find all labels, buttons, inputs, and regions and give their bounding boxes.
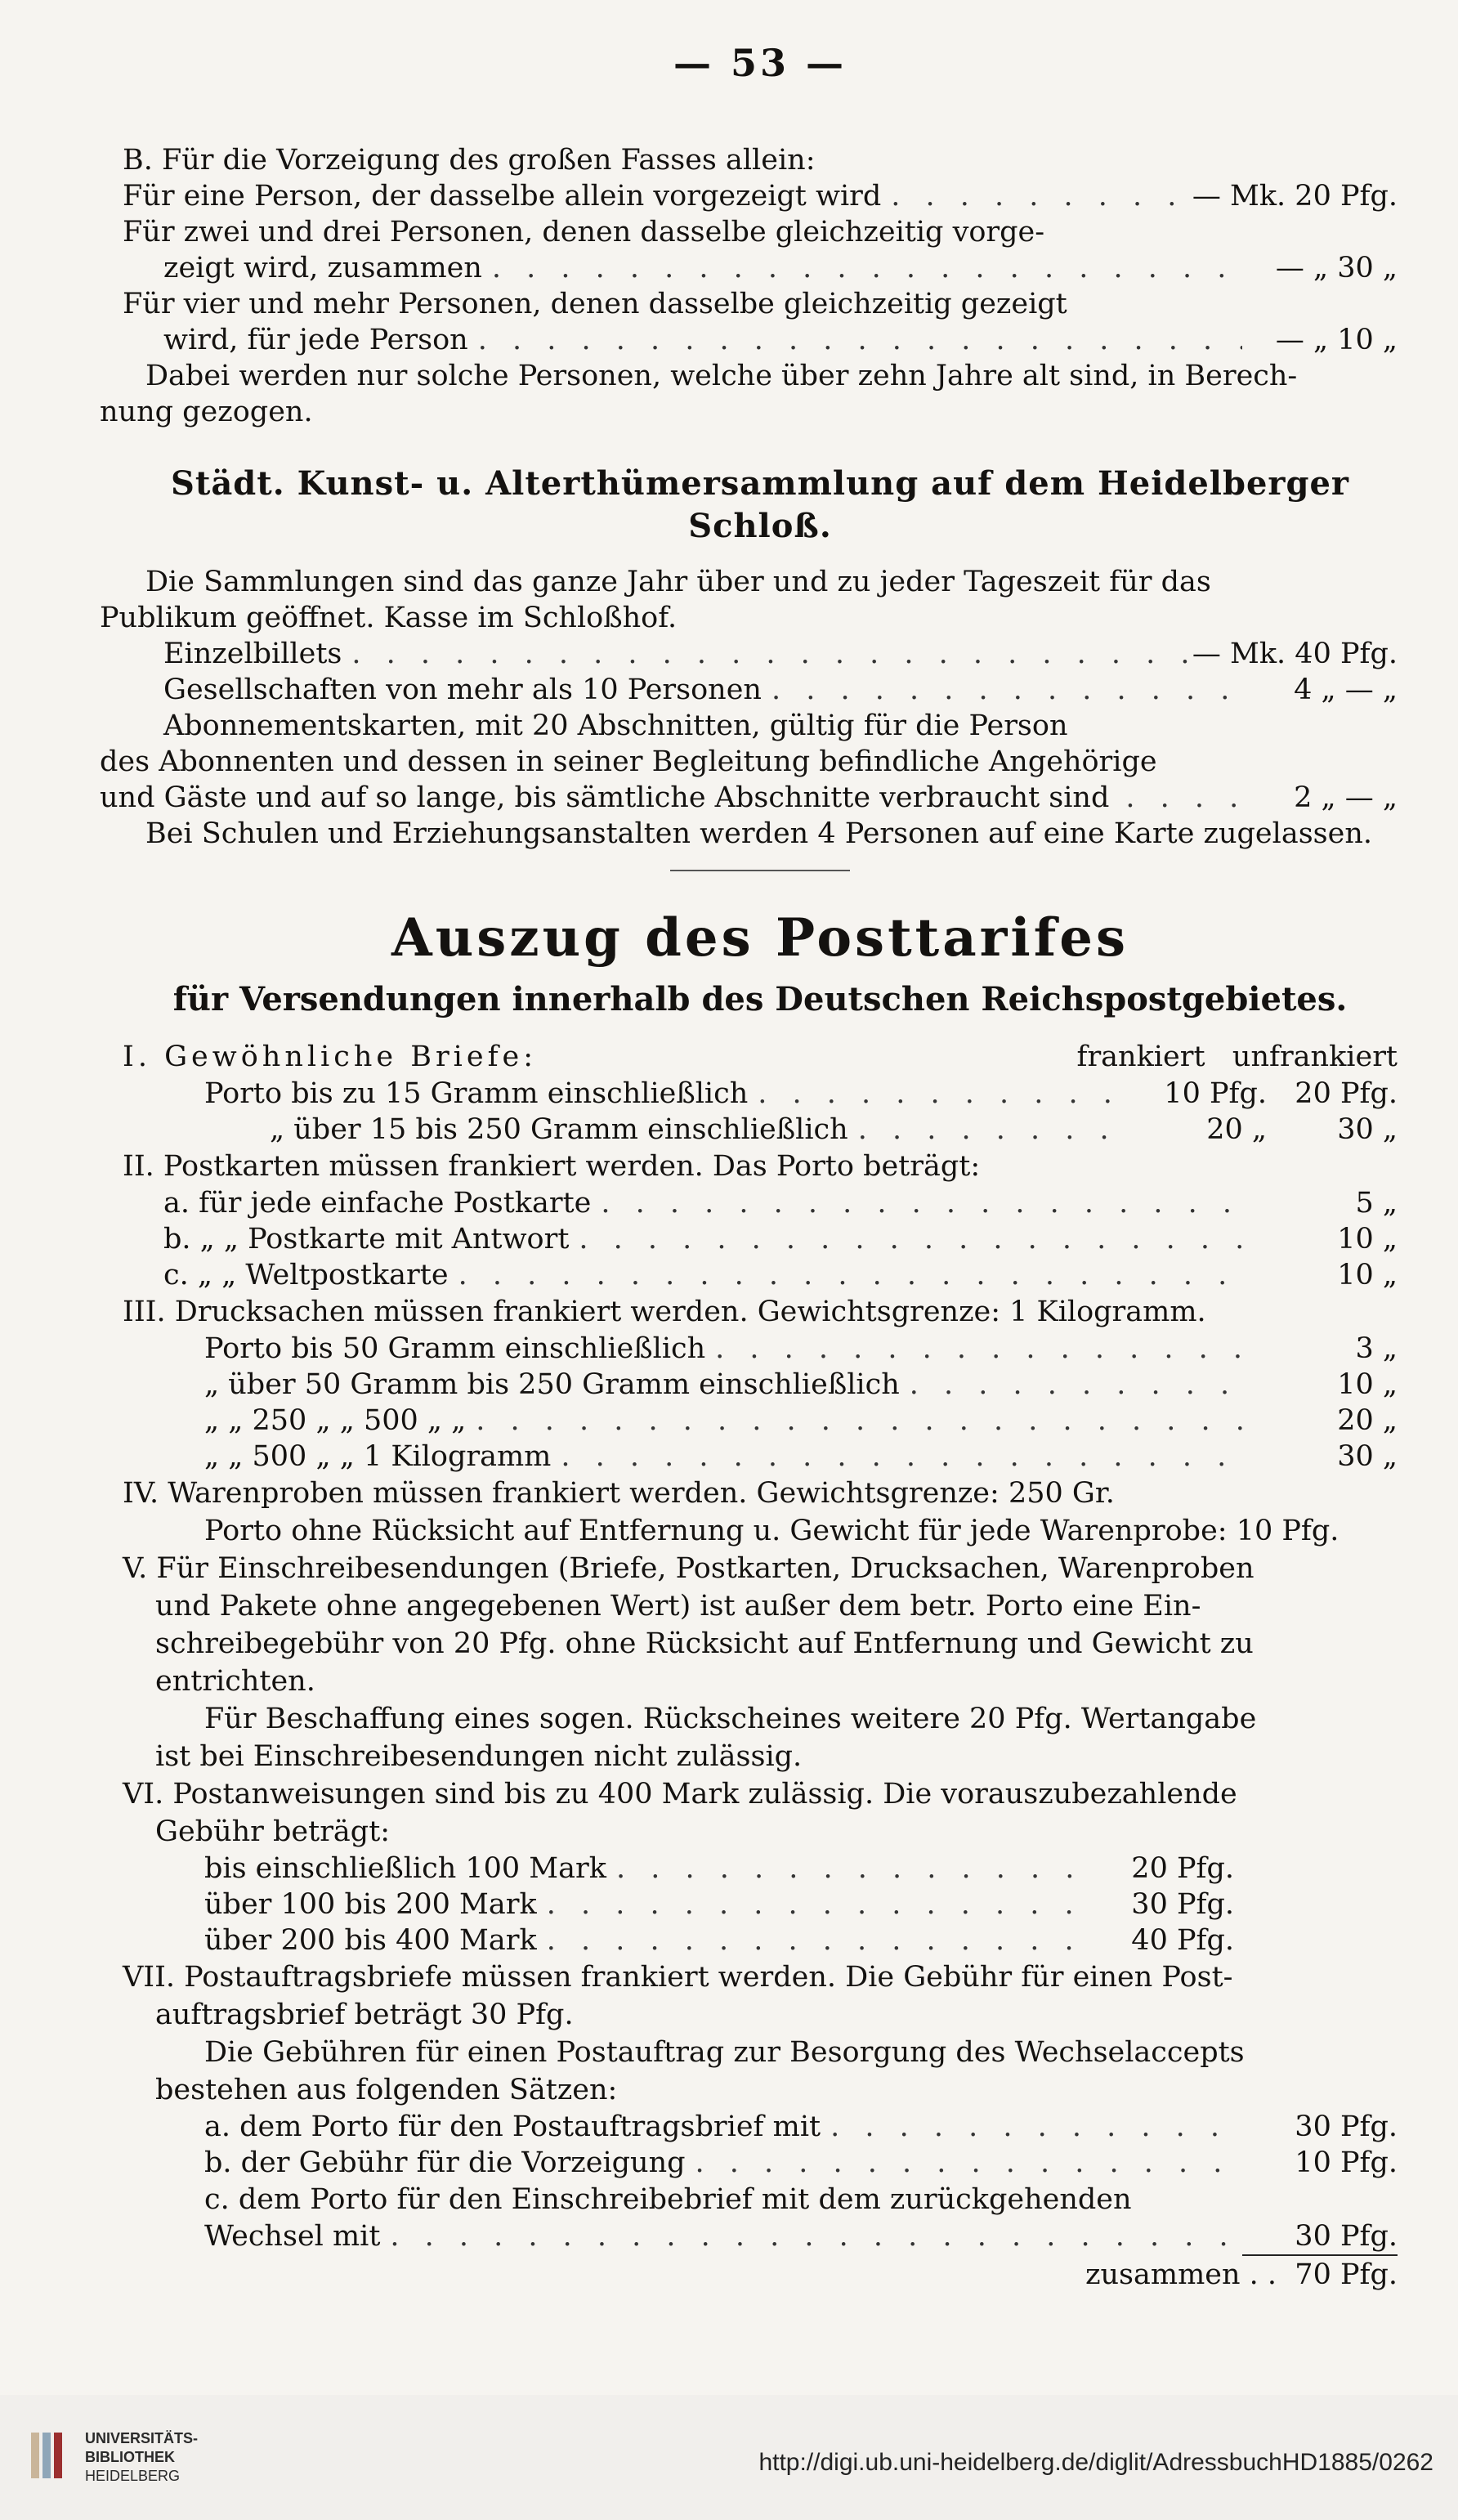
tariff-row: „ „ 250 „ „ 500 „ „ . . . 20 „ xyxy=(123,1403,1398,1439)
section-5-text: entrichten. xyxy=(155,1665,315,1698)
tariff-row: b. „ „ Postkarte mit Antwort . . . 10 „ xyxy=(123,1221,1398,1257)
library-logo-text: UNIVERSITÄTS- BIBLIOTHEK HEIDELBERG xyxy=(85,2430,199,2484)
footer-bar xyxy=(0,2395,1458,2520)
tariff-row: „ über 50 Gramm bis 250 Gramm einschließlich . . . 10 „ xyxy=(123,1367,1398,1403)
section-5-text: Für Beschaffung eines sogen. Rückscheines weitere 20 Pfg. Wertangabe xyxy=(204,1703,1257,1735)
page-number: — 53 — xyxy=(673,41,848,85)
source-url-link[interactable]: http://digi.ub.uni-heidelberg.de/diglit/AdressbuchHD1885/0262 xyxy=(758,2449,1433,2476)
tariff-row: bis einschließlich 100 Mark . . . 20 Pfg. xyxy=(123,1851,1398,1887)
section-7-text: VII. Postauftragsbriefe müssen frankiert werden. Die Gebühr für einen Post- xyxy=(123,1961,1233,1994)
section-6-text: VI. Postanweisungen sind bis zu 400 Mark zulässig. Die vorauszubezahlende xyxy=(123,1778,1237,1811)
divider xyxy=(670,870,850,871)
museum-heading: Städt. Kunst- u. Alterthümersammlung auf dem Heidelberger Schloß. xyxy=(171,464,1349,545)
abo-text: des Abonnenten und dessen in seiner Begleitung befindliche Angehörige xyxy=(100,745,1157,778)
page-content xyxy=(100,33,1398,2294)
section-5-text: und Pakete ohne angegebenen Wert) ist außer dem betr. Porto eine Ein- xyxy=(155,1590,1201,1623)
tariff-row: a. dem Porto für den Postauftragsbrief mit . . . 30 Pfg. xyxy=(123,2109,1398,2145)
museum-intro: Die Sammlungen sind das ganze Jahr über und zu jeder Tageszeit für das xyxy=(145,566,1211,598)
tariff-row: Wechsel mit . . . 30 Pfg. xyxy=(123,2218,1398,2256)
block-b-heading: B. Für die Vorzeigung des großen Fasses allein: xyxy=(123,144,816,177)
block-b-note: Dabei werden nur solche Personen, welche über zehn Jahre alt sind, in Berech- xyxy=(145,360,1298,392)
section-4-line: Porto ohne Rücksicht auf Entfernung u. Gewicht für jede Warenprobe: 10 Pfg. xyxy=(204,1515,1339,1547)
tariff-row: über 100 bis 200 Mark . . . 30 Pfg. xyxy=(123,1887,1398,1922)
section-7-text: c. dem Porto für den Einschreibebrief mit dem zurückgehenden xyxy=(204,2183,1132,2216)
tariff-title: Auszug des Posttarifes xyxy=(391,907,1129,969)
block-b xyxy=(100,142,1398,430)
section-5-text: ist bei Einschreibesendungen nicht zulässig. xyxy=(155,1740,803,1773)
section-2-header: II. Postkarten müssen frankiert werden. Das Porto beträgt: xyxy=(123,1150,981,1183)
tariff-row: Porto bis 50 Gramm einschließlich . . . 3 „ xyxy=(123,1331,1398,1367)
abo-text: Abonnementskarten, mit 20 Abschnitten, gültig für die Person xyxy=(163,709,1068,742)
total-row: zusammen . . 70 Pfg. xyxy=(1085,2258,1398,2291)
tariff-row: c. „ „ Weltpostkarte . . . 10 „ xyxy=(123,1257,1398,1293)
fee-row: Für vier und mehr Personen, denen dasselbe gleichzeitig gezeigt xyxy=(123,288,1067,320)
fee-row: Für eine Person, der dasselbe allein vorgezeigt wird . . . — Mk. 20 Pfg. xyxy=(123,178,1398,214)
schools-note: Bei Schulen und Erziehungsanstalten werden 4 Personen auf eine Karte zugelassen. xyxy=(145,817,1373,850)
section-5-text: V. Für Einschreibesendungen (Briefe, Postkarten, Drucksachen, Warenproben xyxy=(123,1552,1255,1585)
tariff-row: Porto bis zu 15 Gramm einschließlich . . . 10 Pfg. 20 Pfg. xyxy=(123,1076,1398,1112)
section-4-header: IV. Warenproben müssen frankiert werden. Gewichtsgrenze: 250 Gr. xyxy=(123,1477,1115,1510)
tariff-row: „ „ 500 „ „ 1 Kilogramm . . . 30 „ xyxy=(123,1439,1398,1475)
section-7-text: Die Gebühren für einen Postauftrag zur Besorgung des Wechselaccepts xyxy=(204,2036,1245,2069)
price-row-single: Einzelbillets . . . — Mk. 40 Pfg. xyxy=(123,636,1398,672)
section-5-text: schreibegebühr von 20 Pfg. ohne Rücksicht auf Entfernung und Gewicht zu xyxy=(155,1627,1254,1660)
museum-intro-cont: Publikum geöffnet. Kasse im Schloßhof. xyxy=(100,602,678,634)
fee-row: Für zwei und drei Personen, denen dasselbe gleichzeitig vorge- xyxy=(123,216,1045,248)
tariff-subtitle: für Versendungen innerhalb des Deutschen Reichspostgebietes. xyxy=(172,980,1348,1018)
library-logo-icon xyxy=(25,2428,74,2485)
tariff-row: über 200 bis 400 Mark . . . 40 Pfg. xyxy=(123,1922,1398,1958)
price-row-groups: Gesellschaften von mehr als 10 Personen . . . 4 „ — „ xyxy=(123,672,1398,708)
tariff-row: b. der Gebühr für die Vorzeigung . . . 10 Pfg. xyxy=(123,2145,1398,2181)
fee-row: zeigt wird, zusammen . . . — „ 30 „ xyxy=(123,250,1398,286)
tariff-row: a. für jede einfache Postkarte . . . 5 „ xyxy=(123,1185,1398,1221)
section-1-header: I. Gewöhnliche Briefe: frankiert unfrankiert xyxy=(123,1041,1398,1073)
fee-row: wird, für jede Person . . . — „ 10 „ xyxy=(123,322,1398,358)
section-6-text: Gebühr beträgt: xyxy=(155,1815,391,1848)
tariff-row: „ über 15 bis 250 Gramm einschließlich . . . 20 „ 30 „ xyxy=(123,1112,1398,1148)
section-7-text: auftragsbrief beträgt 30 Pfg. xyxy=(155,1999,574,2031)
abo-price-row: und Gäste und auf so lange, bis sämtliche Abschnitte verbraucht sind . . . 2 „ — „ xyxy=(100,780,1398,816)
section-7-text: bestehen aus folgenden Sätzen: xyxy=(155,2074,618,2106)
block-b-note-cont: nung gezogen. xyxy=(100,396,313,428)
section-3-header: III. Drucksachen müssen frankiert werden. Gewichtsgrenze: 1 Kilogramm. xyxy=(123,1296,1206,1328)
